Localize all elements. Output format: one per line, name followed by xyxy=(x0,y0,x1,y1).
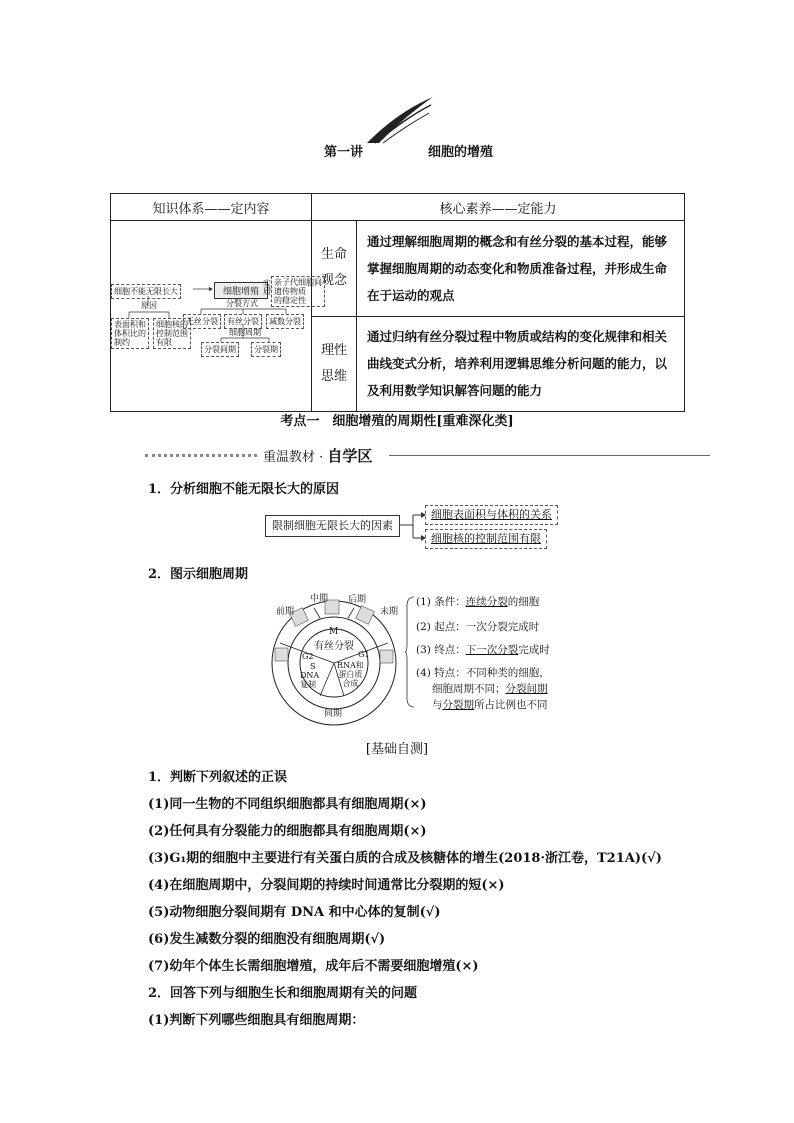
summary-table xyxy=(110,193,685,412)
note-feature-1: (4) 特点：不同种类的细胞， xyxy=(416,667,550,679)
anaphase-label: 后期 xyxy=(348,595,367,605)
self-test-label: [基础自测] xyxy=(365,742,429,757)
judge-item-2: (2)任何具有分裂能力的细胞都具有细胞周期(×) xyxy=(148,824,427,839)
banner-rule xyxy=(389,455,710,456)
s-label: S xyxy=(310,662,316,671)
nucleus-control-box: 细胞核的 控制范围 有限 xyxy=(153,318,191,349)
interphase-box: 分裂间期 xyxy=(201,342,239,357)
judge-item-4: (4)在细胞周期中，分裂间期的持续时间通常比分裂期的短(×) xyxy=(148,878,505,893)
notes-brace-icon xyxy=(405,596,415,708)
judge-item-1: (1)同一生物的不同组织细胞都具有细胞周期(×) xyxy=(148,797,427,812)
mitosis-box: 有丝分裂 xyxy=(224,314,262,329)
interphase-label: 间期 xyxy=(324,709,343,719)
rna-protein-label: RNA和 蛋白质 合成 xyxy=(337,661,364,688)
m-phase-label: M xyxy=(329,627,339,637)
note-end: (3) 终点：下一次分裂完成时 xyxy=(416,644,550,656)
cannot-grow-box: 细胞不能无限长大 xyxy=(111,284,181,299)
surface-volume-box: 表面积和 体积比的 制约 xyxy=(111,318,149,349)
mitosis-label: 有丝分裂 xyxy=(314,641,354,652)
concept-map xyxy=(111,256,322,376)
g1-label: G1 xyxy=(358,650,370,659)
q2-subquestion: (1)判断下列哪些细胞具有细胞周期： xyxy=(148,1013,365,1028)
note-feature-2: 细胞周期不同；分裂间期 xyxy=(432,683,548,695)
cell-cycle-diagram xyxy=(262,588,562,728)
swoosh-decoration-icon xyxy=(365,95,435,145)
growth-limit-diagram xyxy=(265,504,565,556)
banner-dots xyxy=(145,454,257,457)
essence-label: 实 质 xyxy=(263,279,271,296)
division-mode-label: 分裂方式 xyxy=(226,299,258,308)
judge-item-7: (7)幼年个体生长需细胞增殖，成年后不需要细胞增殖(×) xyxy=(148,959,479,974)
meiosis-box: 减数分裂 xyxy=(266,314,304,329)
q1-heading: 1．判断下列叙述的正误 xyxy=(148,770,288,785)
banner-text: 重温教材 · 自学区 xyxy=(263,447,373,465)
lecture-number: 第一讲 xyxy=(324,145,364,160)
g2-label: G2 xyxy=(302,652,314,661)
division-phase-box: 分裂期 xyxy=(251,342,281,357)
metaphase-label: 中期 xyxy=(310,594,329,604)
competency-header: 核心素养——定能力 xyxy=(312,194,685,221)
reason-label: 原因 xyxy=(141,301,157,310)
concept-map-cell xyxy=(111,221,322,412)
note-condition: (1) 条件：连续分裂的细胞 xyxy=(416,596,540,608)
note-start: (2) 起点：一次分裂完成时 xyxy=(416,621,540,633)
knowledge-header: 知识体系——定内容 xyxy=(111,194,312,221)
life-concept-content: 通过理解细胞周期的概念和有丝分裂的基本过程，能够掌握细胞周期的动态变化和物质准备过程，并形成生命在于运动的观点 xyxy=(357,221,685,317)
prophase-label: 前期 xyxy=(276,607,295,617)
cell-proliferation-box: 细胞增殖 xyxy=(214,282,268,299)
part1-heading: 1．分析细胞不能无限长大的原因 xyxy=(148,482,340,497)
lecture-title: 细胞的增殖 xyxy=(428,145,494,160)
telophase-label: 末期 xyxy=(380,607,399,617)
reason-surface-volume: 细胞表面积与体积的关系 xyxy=(425,505,558,525)
section-title: 考点一 细胞增殖的周期性[重难深化类] xyxy=(280,414,514,429)
amitosis-box: 无丝分裂 xyxy=(183,314,221,329)
growth-limit-factor-box: 限制细胞无限长大的因素 xyxy=(265,515,400,537)
dna-replication-label: DNA 复制 xyxy=(300,671,320,689)
part2-heading: 2．图示细胞周期 xyxy=(148,567,249,582)
note-feature-3: 与分裂期所占比例也不同 xyxy=(432,699,548,711)
judge-item-6: (6)发生减数分裂的细胞没有细胞周期(√) xyxy=(148,932,386,947)
category-rational-thinking: 理性 思维 xyxy=(312,316,357,412)
category-life-concept: 生命 观念 xyxy=(312,221,357,317)
rational-thinking-content: 通过归纳有丝分裂过程中物质或结构的变化规律和相关曲线变式分析，培养利用逻辑思维分析问题的能力，以及利用数学知识解答问题的能力 xyxy=(357,316,685,412)
reason-nucleus-control: 细胞核的控制范围有限 xyxy=(425,529,547,549)
judge-item-5: (5)动物细胞分裂间期有 DNA 和中心体的复制(√) xyxy=(148,905,441,920)
judge-item-3: (3)G₁期的细胞中主要进行有关蛋白质的合成及核糖体的增生(2018·浙江卷，T21A)(√) xyxy=(148,851,662,866)
lecture-header xyxy=(0,95,794,165)
cycle-label: 细胞周期 xyxy=(229,328,261,337)
self-study-banner xyxy=(145,444,710,466)
genetic-stability-box: 亲子代细胞间 遗传物质 的稳定性 xyxy=(271,276,325,307)
q2-heading: 2．回答下列与细胞生长和细胞周期有关的问题 xyxy=(148,986,418,1001)
